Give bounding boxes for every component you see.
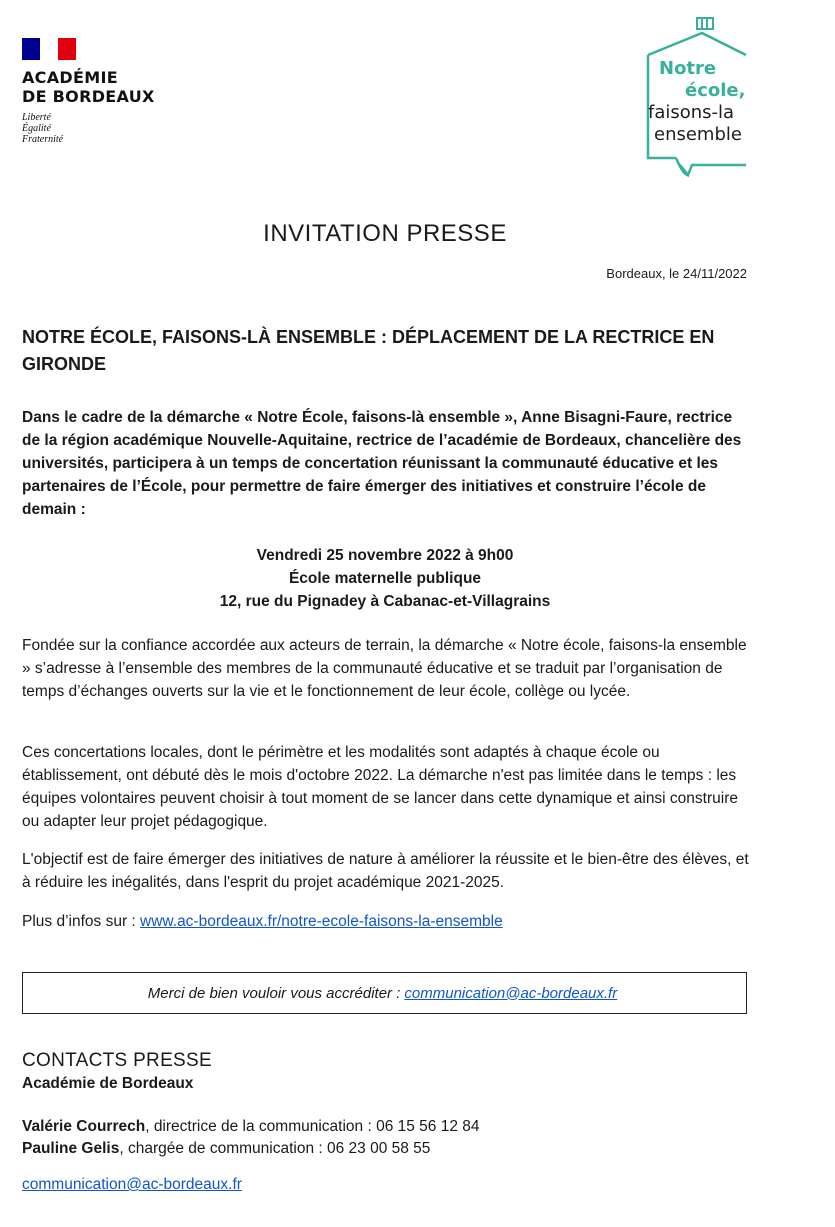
footer-email-link[interactable]: communication@ac-bordeaux.fr <box>22 1176 242 1193</box>
institution-line-2: DE BORDEAUX <box>22 87 155 106</box>
document-title: INVITATION PRESSE <box>263 220 507 247</box>
contact-role: , directrice de la communication : 06 15 56 12 84 <box>145 1118 480 1135</box>
accreditation-box <box>22 972 747 1014</box>
academie-logo <box>22 38 182 145</box>
event-details <box>0 544 770 613</box>
marianne-flag-icon <box>22 38 76 60</box>
contacts-organization: Académie de Bordeaux <box>22 1075 194 1092</box>
contact-person-2 <box>22 1138 430 1160</box>
campaign-logo-line-3: faisons-la <box>648 102 735 123</box>
institution-name <box>22 68 182 106</box>
campaign-logo-line-1: Notre <box>659 58 717 79</box>
more-info <box>22 910 752 933</box>
campaign-logo-line-4: ensemble <box>654 124 742 145</box>
campaign-logo <box>640 15 760 185</box>
event-venue: École maternelle publique <box>288 570 482 587</box>
contact-name: Valérie Courrech <box>22 1118 146 1135</box>
event-address: 12, rue du Pignadey à Cabanac-et-Villagrains <box>219 593 551 610</box>
motto-fraternite: Fraternité <box>22 134 64 145</box>
more-info-label: Plus d’infos sur : <box>22 913 136 930</box>
paragraph-3: L'objectif est de faire émerger des initiatives de nature à améliorer la réussite et le bien-être des élèves, et à réduire les inégalités, dans l'esprit du projet académique 2021-2025. <box>22 851 749 891</box>
accreditation-text: Merci de bien vouloir vous accréditer : <box>147 984 401 1002</box>
paragraph-1: Fondée sur la confiance accordée aux acteurs de terrain, la démarche « Notre école, faisons-la ensemble » s’adresse à l’ensemble des membres de la communauté éducative et se traduit par l’organisation de temps d’échanges ouverts sur la vie et le fonctionnement de leur école, collège ou lycée. <box>22 637 747 700</box>
headline: NOTRE ÉCOLE, FAISONS-LÀ ENSEMBLE : DÉPLACEMENT DE LA RECTRICE EN GIRONDE <box>22 327 715 374</box>
contacts-title: CONTACTS PRESSE <box>22 1050 212 1071</box>
contact-name: Pauline Gelis <box>22 1140 120 1157</box>
campaign-logo-line-2: école, <box>685 80 746 101</box>
intro-paragraph: Dans le cadre de la démarche « Notre École, faisons-là ensemble », Anne Bisagni-Faure, rectrice de la région académique Nouvelle-Aquitaine, rectrice de l’académie de Bordeaux, chancelière des universités, participera à un temps de concertation réunissant la communauté éducative et les partenaires de l’École, pour permettre de faire émerger des initiatives et construire l’école de demain : <box>22 409 742 518</box>
document-date: Bordeaux, le 24/11/2022 <box>606 266 747 281</box>
contact-role: , chargée de communication : 06 23 00 58 55 <box>119 1140 431 1157</box>
motto-egalite: Égalité <box>22 123 51 134</box>
more-info-link[interactable]: www.ac-bordeaux.fr/notre-ecole-faisons-la-ensemble <box>140 913 503 930</box>
paragraph-2: Ces concertations locales, dont le périmètre et les modalités sont adaptés à chaque école ou établissement, ont débuté dès le mois d'octobre 2022. La démarche n'est pas limitée dans le temps : les équipes volontaires peuvent choisir à tout moment de se lancer dans cette dynamique et ainsi construire ou adapter leur projet pédagogique. <box>22 744 738 830</box>
accreditation-email-link[interactable]: communication@ac-bordeaux.fr <box>404 984 618 1002</box>
republic-motto <box>22 112 182 145</box>
event-date: Vendredi 25 novembre 2022 à 9h00 <box>256 547 514 564</box>
institution-line-1: ACADÉMIE <box>22 68 118 87</box>
motto-liberte: Liberté <box>22 112 51 123</box>
contact-person-1 <box>22 1116 480 1138</box>
